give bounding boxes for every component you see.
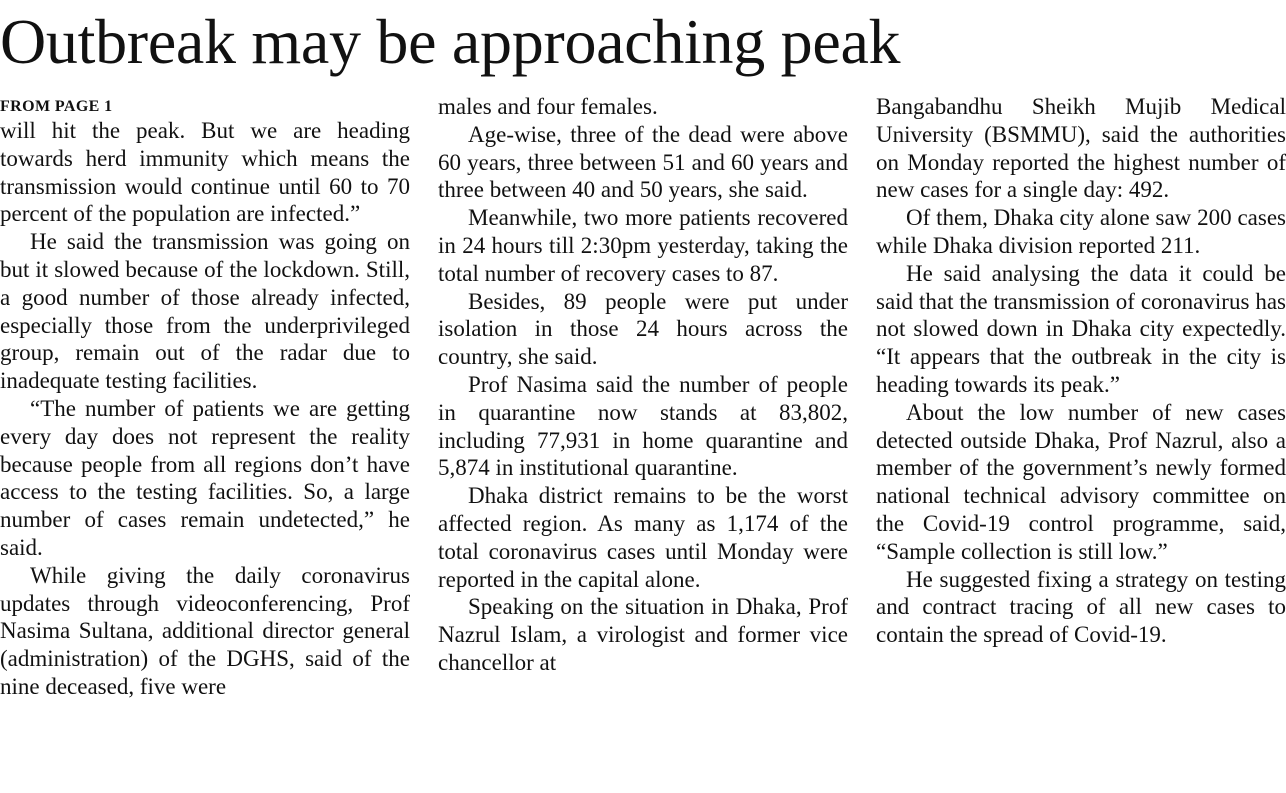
paragraph: He said the transmission was going on but it slowed because of the lockdown. Still, a good number of those already infected, especially those from the underprivileged group, remain out of the radar due to inadequate testing facilities. xyxy=(0,229,410,394)
continuation-kicker: FROM PAGE 1 xyxy=(0,98,113,115)
paragraph: Meanwhile, two more patients recovered in 24 hours till 2:30pm yesterday, taking the total number of recovery cases to 87. xyxy=(438,205,848,286)
headline: Outbreak may be approaching peak xyxy=(0,6,901,77)
paragraph: Prof Nasima said the number of people in quarantine now stands at 83,802, including 77,931 in home quarantine and 5,874 in institutional quarantine. xyxy=(438,371,848,481)
article-column-2 xyxy=(438,93,848,793)
paragraph: Speaking on the situation in Dhaka, Prof Nazrul Islam, a virologist and former vice chancellor at xyxy=(438,594,848,675)
paragraph: He suggested fixing a strategy on testing and contract tracing of all new cases to contain the spread of Covid-19. xyxy=(876,566,1286,648)
paragraph: About the low number of new cases detected outside Dhaka, Prof Nazrul, also a member of the government’s newly formed national technical advisory committee on the Covid-19 control programme, said, “Sample collection is still low.” xyxy=(876,399,1286,564)
paragraph: Of them, Dhaka city alone saw 200 cases while Dhaka division reported 211. xyxy=(876,205,1286,258)
paragraph: Age-wise, three of the dead were above 60 years, three between 51 and 60 years and three between 40 and 50 years, she said. xyxy=(438,121,848,203)
paragraph: “The number of patients we are getting every day does not represent the reality because people from all regions don’t have access to the testing facilities. So, a large number of cases remain undetected,” he said. xyxy=(0,395,410,560)
paragraph: Bangabandhu Sheikh Mujib Medical University (BSMMU), said the authorities on Monday reported the highest number of new cases for a single day: 492. xyxy=(876,94,1286,203)
paragraph: will hit the peak. But we are heading towards herd immunity which means the transmission would continue until 60 to 70 percent of the population are infected.” xyxy=(0,118,410,227)
paragraph: Besides, 89 people were put under isolation in those 24 hours across the country, she said. xyxy=(438,288,848,370)
paragraph: While giving the daily coronavirus updates through videoconferencing, Prof Nasima Sultana, additional director general (administration) of the DGHS, said of the nine deceased, five were xyxy=(0,562,410,699)
paragraph: Dhaka district remains to be the worst affected region. As many as 1,174 of the total coronavirus cases until Monday were reported in the capital alone. xyxy=(438,483,848,592)
paragraph: males and four females. xyxy=(438,94,658,119)
paragraph: He said analysing the data it could be said that the transmission of coronavirus has not slowed down in Dhaka city expectedly. “It appears that the outbreak in the city is heading towards its peak.” xyxy=(876,260,1286,397)
article-column-1 xyxy=(0,93,410,793)
article-column-3 xyxy=(876,93,1286,793)
